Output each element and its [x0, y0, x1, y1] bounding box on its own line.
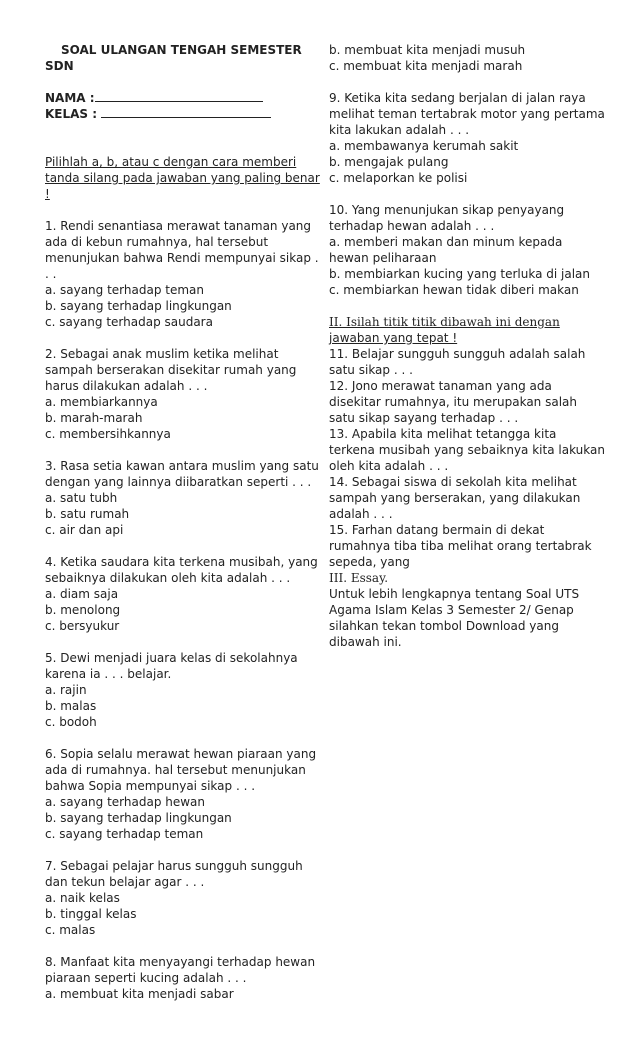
- question-text-line: dengan yang lainnya diibaratkan seperti . . .: [45, 475, 312, 489]
- question-text-line: 8. Manfaat kita menyayangi terhadap hewan: [45, 955, 316, 969]
- question-text-line: 7. Sebagai pelajar harus sungguh sungguh: [45, 859, 303, 873]
- note-text-line: Agama Islam Kelas 3 Semester 2/ Genap: [329, 603, 574, 617]
- nama-blank-line: [95, 90, 263, 102]
- question-text-line: c. bersyukur: [45, 619, 120, 633]
- question-text-line: adalah . . .: [329, 507, 393, 521]
- question-text-line: disekitar rumahnya, itu merupakan salah: [329, 395, 578, 409]
- question-text-line: 2. Sebagai anak muslim ketika melihat: [45, 347, 279, 361]
- question-text-line: piaraan seperti kucing adalah . . .: [45, 971, 247, 985]
- kelas-blank-line: [101, 106, 271, 118]
- question-text-line: a. membiarkannya: [45, 395, 158, 409]
- question-text-line: rumahnya tiba tiba melihat orang tertabrak: [329, 539, 592, 553]
- question-text-line: b. tinggal kelas: [45, 907, 137, 921]
- question-text-line: sepeda, yang: [329, 555, 410, 569]
- note-text-line: silahkan tekan tombol Download yang: [329, 619, 559, 633]
- kelas-field: [45, 106, 313, 122]
- question-text-line: 9. Ketika kita sedang berjalan di jalan raya: [329, 91, 586, 105]
- question-text-line: 13. Apabila kita melihat tetangga kita: [329, 427, 557, 441]
- question-text-line: harus dilakukan adalah . . .: [45, 379, 208, 393]
- left-column: [45, 42, 320, 1002]
- spacer: [45, 122, 313, 138]
- spacer: [45, 74, 313, 90]
- spacer: [45, 634, 313, 650]
- spacer: [45, 938, 313, 954]
- question-text-line: c. membersihkannya: [45, 427, 171, 441]
- question-text-line: 5. Dewi menjadi juara kelas di sekolahnya: [45, 651, 298, 665]
- spacer: [45, 538, 313, 554]
- question-text-line: ada di kebun rumahnya, hal tersebut: [45, 235, 269, 249]
- question-text-line: b. membuat kita menjadi musuh: [329, 43, 526, 57]
- fill-in-question-list: [329, 346, 605, 570]
- question-text-line: a. satu tubh: [45, 491, 118, 505]
- instructions-line: !: [45, 187, 50, 201]
- question-text-line: b. malas: [45, 699, 97, 713]
- question-text-line: c. melaporkan ke polisi: [329, 171, 468, 185]
- question-text-line: sebaiknya dilakukan oleh kita adalah . . .: [45, 571, 291, 585]
- spacer: [329, 186, 601, 202]
- instructions-line: Pilihlah a, b, atau c dengan cara memberi: [45, 155, 297, 169]
- question-text-line: oleh kita adalah . . .: [329, 459, 449, 473]
- question-text-line: 12. Jono merawat tanaman yang ada: [329, 379, 552, 393]
- question-text-line: a. sayang terhadap teman: [45, 283, 204, 297]
- question-text-line: 10. Yang menunjukan sikap penyayang: [329, 203, 565, 217]
- question-text-line: dan tekun belajar agar . . .: [45, 875, 205, 889]
- question-text-line: a. memberi makan dan minum kepada: [329, 235, 563, 249]
- document-subtitle: SDN: [45, 59, 74, 73]
- question-text-line: 4. Ketika saudara kita terkena musibah, yang: [45, 555, 318, 569]
- nama-field: [45, 90, 313, 106]
- spacer: [45, 202, 313, 218]
- question-text-line: c. sayang terhadap teman: [45, 827, 204, 841]
- right-column: [329, 42, 605, 650]
- note-text-line: Untuk lebih lengkapnya tentang Soal UTS: [329, 587, 580, 601]
- question-text-line: a. membuat kita menjadi sabar: [45, 987, 234, 1001]
- question-text-line: sampah berserakan disekitar rumah yang: [45, 363, 297, 377]
- question-text-line: a. naik kelas: [45, 891, 120, 905]
- question-text-line: a. sayang terhadap hewan: [45, 795, 206, 809]
- nama-label: NAMA :: [45, 91, 95, 105]
- question-text-line: 3. Rasa setia kawan antara muslim yang satu: [45, 459, 319, 473]
- question-text-line: b. membiarkan kucing yang terluka di jalan: [329, 267, 591, 281]
- question-text-line: c. membiarkan hewan tidak diberi makan: [329, 283, 579, 297]
- question-text-line: c. malas: [45, 923, 96, 937]
- question-text-line: b. menolong: [45, 603, 121, 617]
- question-text-line: a. membawanya kerumah sakit: [329, 139, 519, 153]
- question-list-left: [45, 218, 319, 1002]
- question-text-line: c. air dan api: [45, 523, 124, 537]
- section-2-heading: II. Isilah titik titik dibawah ini dengan: [329, 315, 560, 329]
- document-title: SOAL ULANGAN TENGAH SEMESTER: [61, 43, 302, 57]
- question-text-line: 6. Sopia selalu merawat hewan piaraan yang: [45, 747, 317, 761]
- question-text-line: ada di rumahnya. hal tersebut menunjukan: [45, 763, 306, 777]
- kelas-label: KELAS :: [45, 107, 98, 121]
- spacer: [329, 74, 601, 90]
- question-text-line: b. mengajak pulang: [329, 155, 449, 169]
- spacer: [329, 298, 601, 314]
- question-text-line: c. sayang terhadap saudara: [45, 315, 213, 329]
- question-text-line: karena ia . . . belajar.: [45, 667, 172, 681]
- question-text-line: 15. Farhan datang bermain di dekat: [329, 523, 545, 537]
- question-text-line: bahwa Sopia mempunyai sikap . . .: [45, 779, 256, 793]
- question-text-line: terhadap hewan adalah . . .: [329, 219, 495, 233]
- question-text-line: c. membuat kita menjadi marah: [329, 59, 523, 73]
- question-text-line: a. diam saja: [45, 587, 119, 601]
- question-text-line: b. marah-marah: [45, 411, 143, 425]
- question-text-line: c. bodoh: [45, 715, 97, 729]
- question-text-line: b. sayang terhadap lingkungan: [45, 299, 232, 313]
- question-text-line: 14. Sebagai siswa di sekolah kita melihat: [329, 475, 577, 489]
- question-text-line: . .: [45, 267, 57, 281]
- section-2-heading: jawaban yang tepat !: [329, 331, 458, 345]
- question-text-line: 1. Rendi senantiasa merawat tanaman yang: [45, 219, 312, 233]
- section-3-heading: III. Essay.: [329, 571, 389, 585]
- question-text-line: b. sayang terhadap lingkungan: [45, 811, 232, 825]
- question-text-line: 11. Belajar sungguh sungguh adalah salah: [329, 347, 586, 361]
- question-text-line: hewan peliharaan: [329, 251, 437, 265]
- question-list-right: [329, 42, 605, 314]
- question-text-line: a. rajin: [45, 683, 87, 697]
- question-text-line: menunjukan bahwa Rendi mempunyai sikap .: [45, 251, 319, 265]
- spacer: [45, 730, 313, 746]
- question-text-line: terkena musibah yang sebaiknya kita lakukan: [329, 443, 605, 457]
- question-text-line: melihat teman tertabrak motor yang pertama: [329, 107, 605, 121]
- spacer: [45, 138, 313, 154]
- question-text-line: b. satu rumah: [45, 507, 130, 521]
- question-text-line: kita lakukan adalah . . .: [329, 123, 470, 137]
- download-note: [329, 586, 601, 650]
- question-text-line: satu sikap . . .: [329, 363, 413, 377]
- question-text-line: satu sikap sayang terhadap . . .: [329, 411, 519, 425]
- spacer: [45, 330, 313, 346]
- instructions-line: tanda silang pada jawaban yang paling benar: [45, 171, 320, 185]
- spacer: [45, 442, 313, 458]
- note-text-line: dibawah ini.: [329, 635, 402, 649]
- spacer: [45, 842, 313, 858]
- question-text-line: sampah yang berserakan, yang dilakukan: [329, 491, 581, 505]
